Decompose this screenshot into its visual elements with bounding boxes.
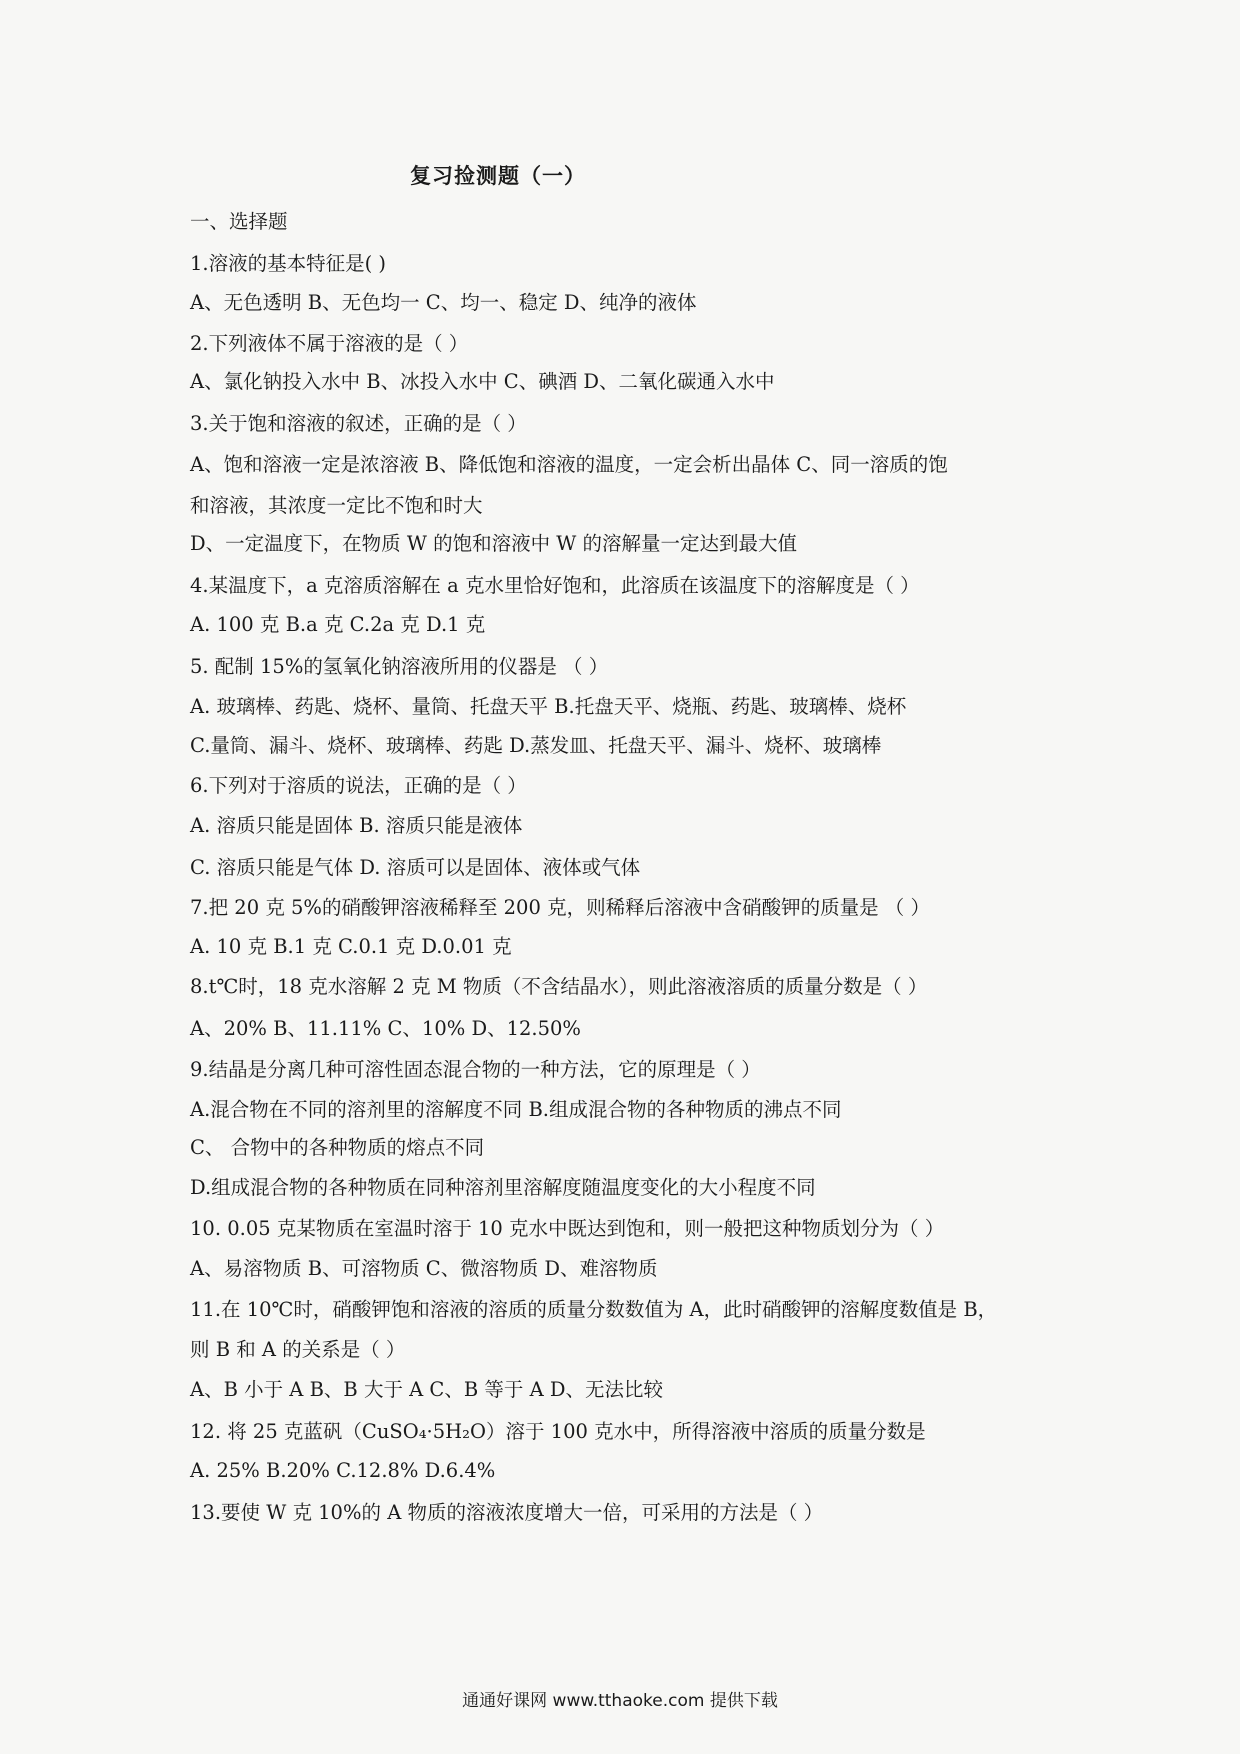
page-title: 复习捡测题（一） <box>410 163 586 188</box>
question-line: 12. 将 25 克蓝矾（CuSO₄·5H₂O）溶于 100 克水中，所得溶液中溶质的质量分数是 <box>190 1420 926 1443</box>
question-line: 8.t℃时，18 克水溶解 2 克 M 物质（不含结晶水），则此溶液溶质的质量分数是（ ） <box>190 975 928 998</box>
question-line: C.量筒、漏斗、烧杯、玻璃棒、药匙 D.蒸发皿、托盘天平、漏斗、烧杯、玻璃棒 <box>190 734 882 757</box>
question-line: 和溶液，其浓度一定比不饱和时大 <box>190 494 483 517</box>
question-line: A、易溶物质 B、可溶物质 C、微溶物质 D、难溶物质 <box>190 1257 658 1280</box>
question-line: A、20% B、11.11% C、10% D、12.50% <box>190 1017 581 1040</box>
question-line: 5. 配制 15%的氢氧化钠溶液所用的仪器是 （ ） <box>190 655 609 678</box>
question-line: A、B 小于 A B、B 大于 A C、B 等于 A D、无法比较 <box>190 1378 663 1401</box>
question-line: D、一定温度下，在物质 W 的饱和溶液中 W 的溶解量一定达到最大值 <box>190 532 798 555</box>
question-line: A、无色透明 B、无色均一 C、均一、稳定 D、纯净的液体 <box>190 291 697 314</box>
question-line: 1.溶液的基本特征是( ) <box>190 252 387 275</box>
question-line: A. 玻璃棒、药匙、烧杯、量筒、托盘天平 B.托盘天平、烧瓶、药匙、玻璃棒、烧杯 <box>190 695 907 718</box>
question-line: D.组成混合物的各种物质在同种溶剂里溶解度随温度变化的大小程度不同 <box>190 1176 816 1199</box>
section-heading: 一、选择题 <box>190 210 288 233</box>
question-line: 6.下列对于溶质的说法，正确的是（ ） <box>190 774 527 797</box>
question-line: 10. 0.05 克某物质在室温时溶于 10 克水中既达到饱和，则一般把这种物质划分为（ ） <box>190 1217 945 1240</box>
question-line: 13.要使 W 克 10%的 A 物质的溶液浓度增大一倍，可采用的方法是（ ） <box>190 1501 824 1524</box>
question-line: 则 B 和 A 的关系是（ ） <box>190 1338 406 1361</box>
question-line: A. 25% B.20% C.12.8% D.6.4% <box>190 1459 496 1482</box>
question-line: A. 溶质只能是固体 B. 溶质只能是液体 <box>190 814 523 837</box>
question-line: 9.结晶是分离几种可溶性固态混合物的一种方法，它的原理是（ ） <box>190 1058 761 1081</box>
question-line: C. 溶质只能是气体 D. 溶质可以是固体、液体或气体 <box>190 856 641 879</box>
footer-credit: 通通好课网 www.tthaoke.com 提供下载 <box>462 1691 778 1711</box>
question-line: 3.关于饱和溶液的叙述，正确的是（ ） <box>190 412 527 435</box>
question-line: A、氯化钠投入水中 B、冰投入水中 C、碘酒 D、二氧化碳通入水中 <box>190 370 775 393</box>
question-line: A.混合物在不同的溶剂里的溶解度不同 B.组成混合物的各种物质的沸点不同 <box>190 1098 842 1121</box>
question-line: A. 10 克 B.1 克 C.0.1 克 D.0.01 克 <box>190 935 512 958</box>
question-line: 11.在 10℃时，硝酸钾饱和溶液的溶质的质量分数数值为 A，此时硝酸钾的溶解度数值是 B， <box>190 1298 998 1321</box>
question-line: A、饱和溶液一定是浓溶液 B、降低饱和溶液的温度，一定会析出晶体 C、同一溶质的饱 <box>190 453 948 476</box>
question-line: 7.把 20 克 5%的硝酸钾溶液稀释至 200 克，则稀释后溶液中含硝酸钾的质量是 （ ） <box>190 896 930 919</box>
question-line: 2.下列液体不属于溶液的是（ ） <box>190 332 469 355</box>
question-line: C、 合物中的各种物质的熔点不同 <box>190 1136 485 1159</box>
question-line: 4.某温度下，a 克溶质溶解在 a 克水里恰好饱和，此溶质在该温度下的溶解度是（ ） <box>190 574 920 597</box>
question-line: A. 100 克 B.a 克 C.2a 克 D.1 克 <box>190 613 486 636</box>
